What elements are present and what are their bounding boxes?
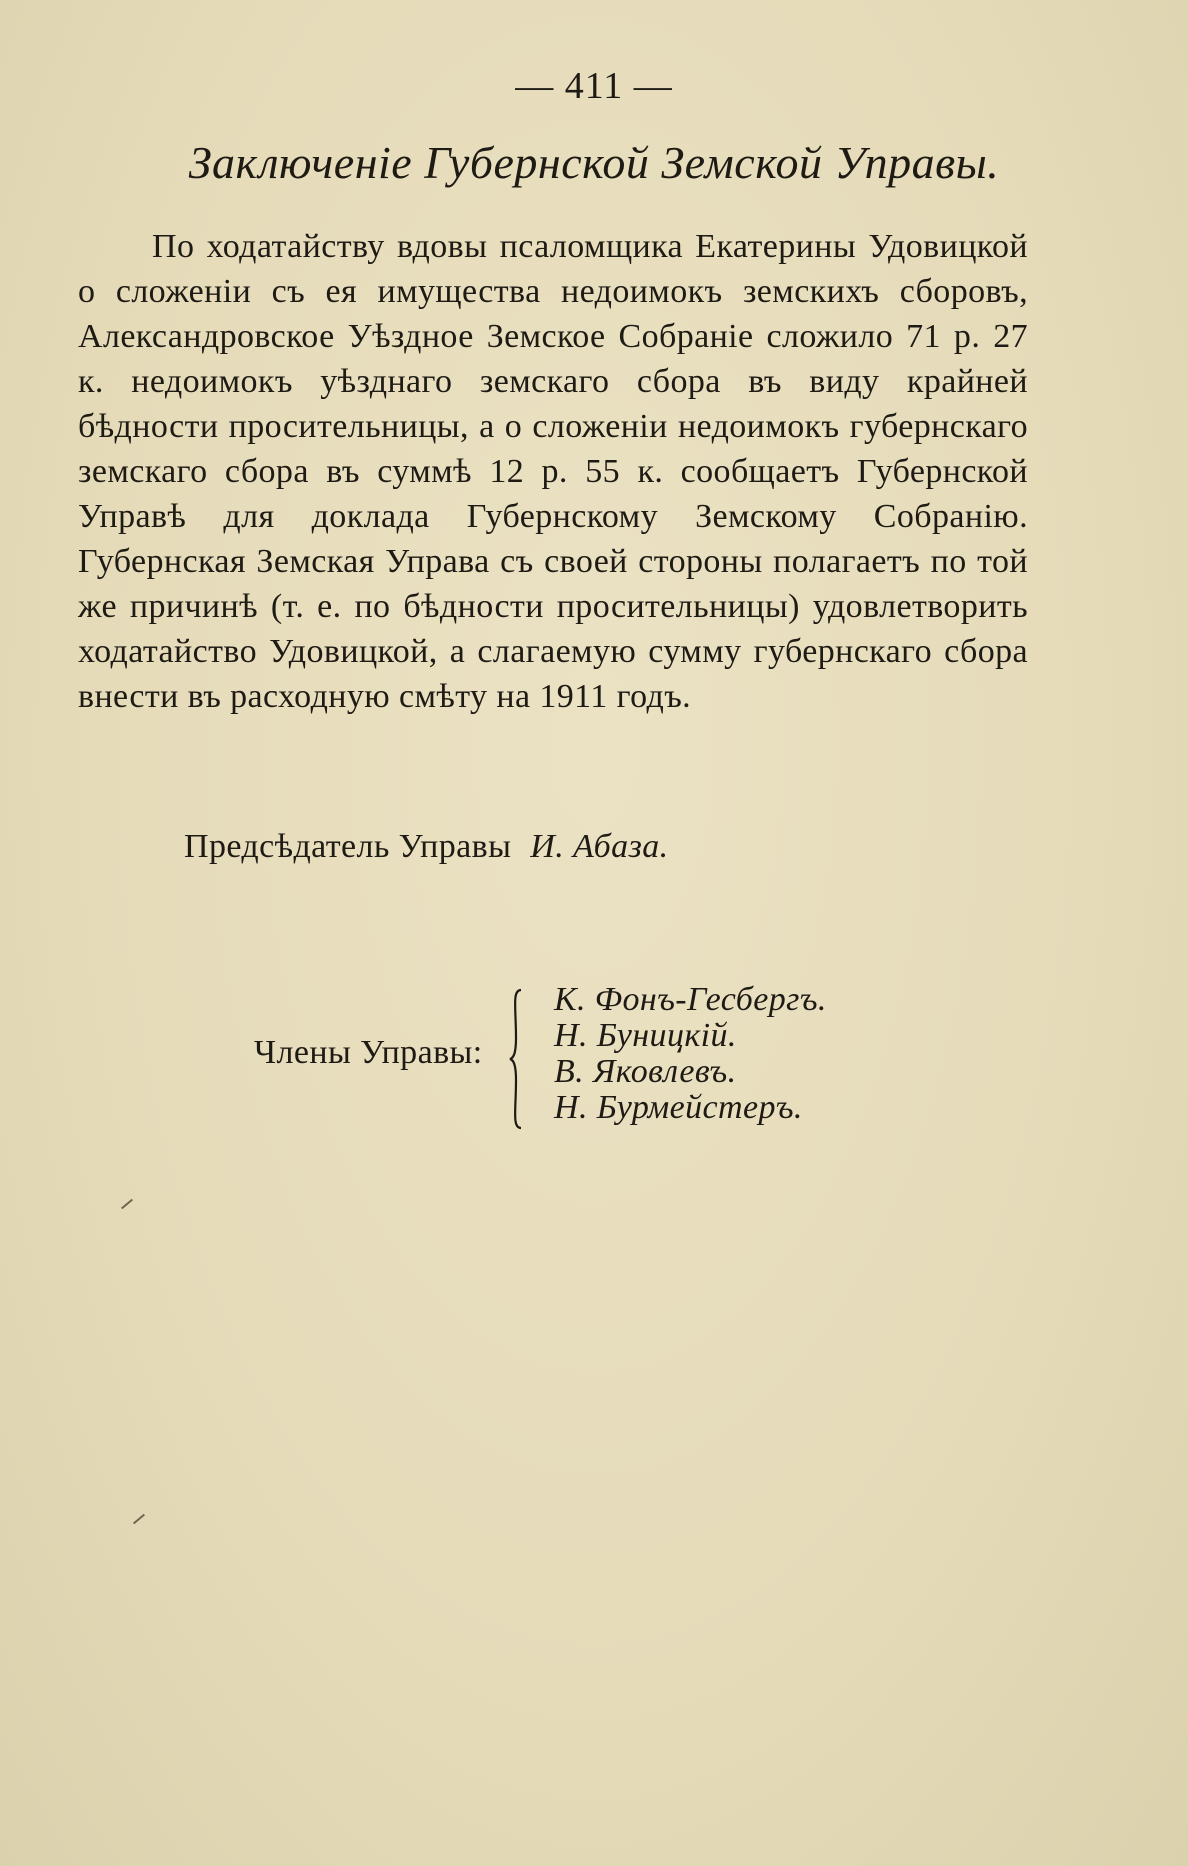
stray-mark bbox=[121, 1199, 133, 1210]
members-list bbox=[554, 982, 827, 1126]
page-number: — 411 — bbox=[515, 65, 673, 107]
body-paragraph: По ходатайству вдовы псаломщика Екатерины Удовицкой о сложеніи съ ея имущества недоимокъ земскихъ сборовъ, Александровское Уѣздное Земское Собраніе сложило 71 р. 27 к. недоимокъ уѣзднаго земскаго сбора въ виду крайней бѣдности просительницы, а о сложеніи недоимокъ губернскаго земскаго сбора въ суммѣ 12 р. 55 к. сообщаетъ Губернской Управѣ для доклада Губернскому Земскому Собранію. Губернская Земская Управа съ своей стороны полагаетъ по той же причинѣ (т. е. по бѣдности просительницы) удовлетворить ходатайство Удовицкой, а слагаемую сумму губернскаго сбора внести въ расходную смѣту на 1911 годъ. bbox=[78, 228, 1028, 715]
stray-mark bbox=[133, 1514, 145, 1525]
member-name: К. Фонъ-Гесбергъ. bbox=[554, 981, 827, 1018]
section-heading: Заключеніе Губернской Земской Управы. bbox=[188, 137, 1000, 188]
chairman-label: Предсѣдатель Управы bbox=[184, 828, 512, 865]
members-label: Члены Управы: bbox=[254, 1034, 483, 1071]
member-name: В. Яковлевъ. bbox=[554, 1053, 737, 1090]
chairman-line bbox=[184, 828, 669, 866]
chairman-signature: И. Абаза. bbox=[530, 828, 669, 865]
curly-brace-icon bbox=[508, 988, 524, 1130]
member-name: Н. Буницкій. bbox=[554, 1017, 737, 1054]
member-name: Н. Бурмейстеръ. bbox=[554, 1089, 803, 1126]
